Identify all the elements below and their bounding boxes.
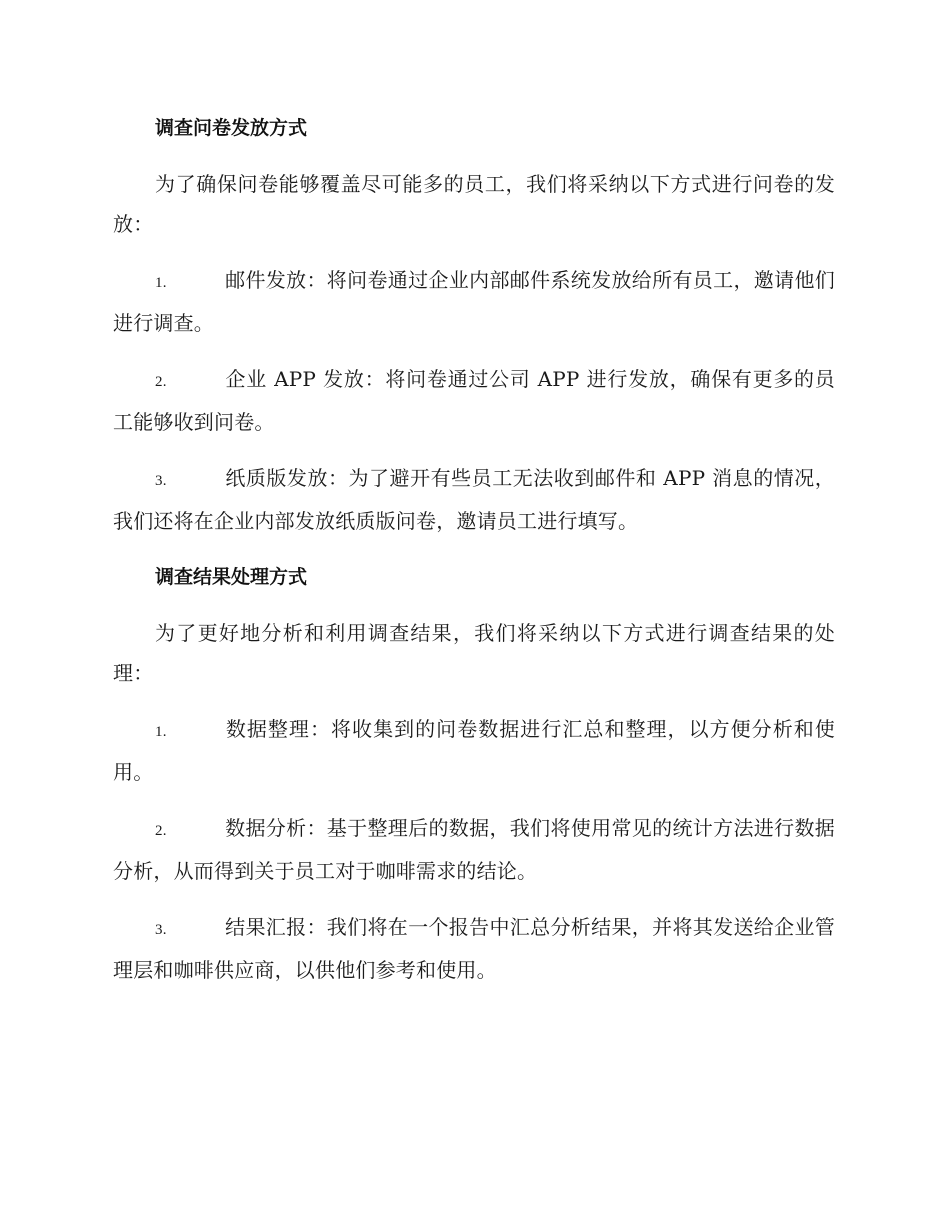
list-item-text: 数据分析：基于整理后的数据，我们将使用常见的统计方法进行数据分析，从而得到关于员工对于咖啡需求的结论。 xyxy=(113,816,835,883)
spacer xyxy=(113,792,835,808)
section-intro-distribution: 为了确保问卷能够覆盖尽可能多的员工，我们将采纳以下方式进行问卷的发放： xyxy=(113,172,835,236)
list-item-number: 3. xyxy=(155,922,167,938)
spacer xyxy=(113,148,835,164)
list-item xyxy=(113,458,835,541)
list-item xyxy=(113,359,835,442)
spacer xyxy=(113,244,835,260)
list-item-text: 邮件发放：将问卷通过企业内部邮件系统发放给所有员工，邀请他们进行调查。 xyxy=(113,268,835,335)
spacer xyxy=(113,597,835,613)
list-item-number: 3. xyxy=(155,473,167,489)
list-item-number: 2. xyxy=(155,823,167,839)
list-item xyxy=(113,808,835,891)
list-item-number: 1. xyxy=(155,275,167,291)
section-intro-processing: 为了更好地分析和利用调查结果，我们将采纳以下方式进行调查结果的处理： xyxy=(113,621,835,685)
spacer xyxy=(113,891,835,907)
list-item-text: 数据整理：将收集到的问卷数据进行汇总和整理，以方便分析和使用。 xyxy=(113,717,835,784)
list-item xyxy=(113,260,835,343)
list-item xyxy=(113,907,835,990)
section-heading-processing: 调查结果处理方式 xyxy=(155,566,308,588)
list-item xyxy=(113,709,835,792)
list-item-number: 2. xyxy=(155,374,167,390)
document-content xyxy=(113,108,835,990)
spacer xyxy=(113,693,835,709)
section-heading-distribution: 调查问卷发放方式 xyxy=(155,117,308,139)
list-item-text: 结果汇报：我们将在一个报告中汇总分析结果，并将其发送给企业管理层和咖啡供应商，以供他们参考和使用。 xyxy=(113,915,835,982)
spacer xyxy=(113,343,835,359)
list-item-text: 企业 APP 发放：将问卷通过公司 APP 进行发放，确保有更多的员工能够收到问卷。 xyxy=(113,367,835,434)
spacer xyxy=(113,541,835,557)
list-item-number: 1. xyxy=(155,724,167,740)
spacer xyxy=(113,442,835,458)
list-item-text: 纸质版发放：为了避开有些员工无法收到邮件和 APP 消息的情况，我们还将在企业内部发放纸质版问卷，邀请员工进行填写。 xyxy=(113,466,835,533)
